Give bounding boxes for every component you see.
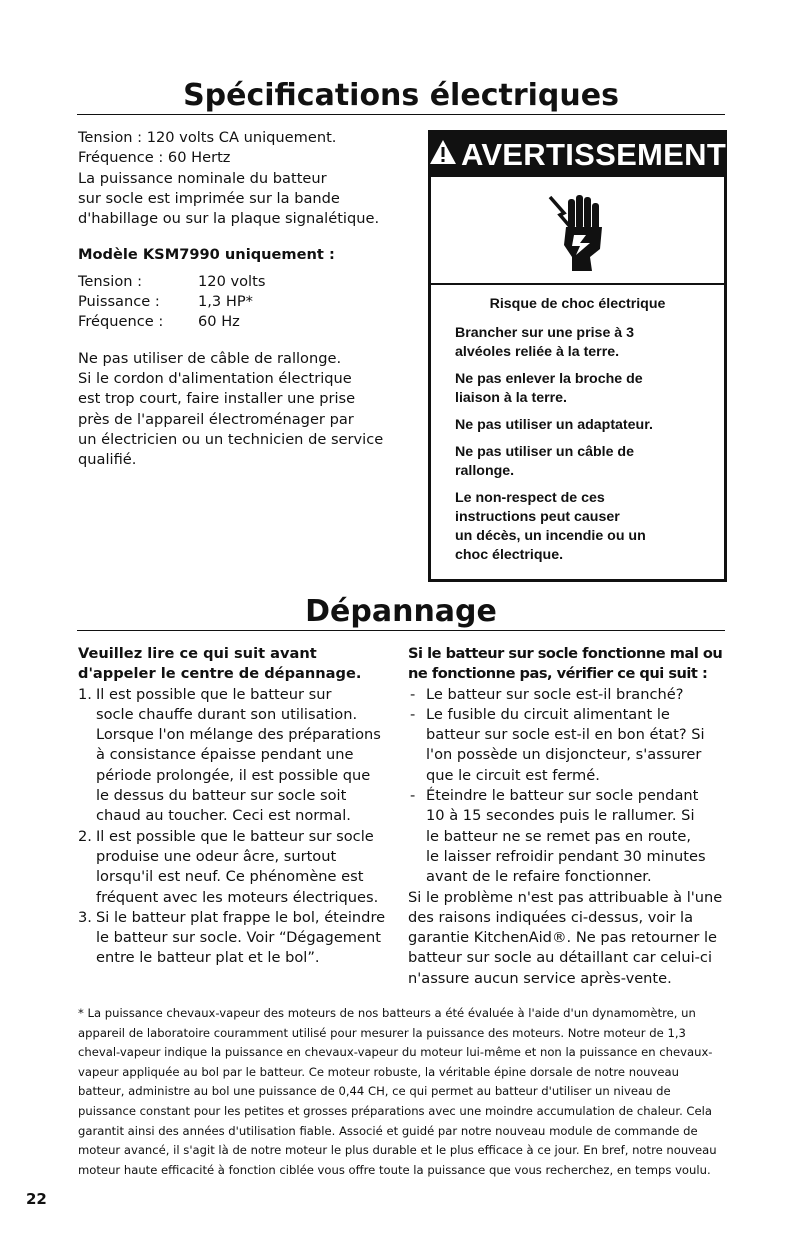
intro-line: Tension : 120 volts CA uniquement. bbox=[78, 129, 337, 146]
warning-line: choc électrique. bbox=[455, 547, 564, 563]
item-line: période prolongée, il est possible que bbox=[96, 766, 371, 784]
heading-line: ne fonctionne pas, vérifier ce qui suit : bbox=[408, 665, 708, 683]
footnote-line: batteur, administre au bol une puissance de 0,44 CH, ce qui permet au batteur d'utiliser un niveau de bbox=[78, 1084, 671, 1099]
item-line: - Le fusible du circuit alimentant le bbox=[426, 705, 670, 723]
title-rule bbox=[77, 114, 725, 115]
item-line: le batteur sur socle. Voir “Dégagement bbox=[96, 929, 381, 947]
extension-line: est trop court, faire installer une prise bbox=[78, 390, 356, 408]
item-line: à consistance épaisse pendant une bbox=[96, 746, 354, 764]
closing-line: garantie KitchenAid®. Ne pas retourner le bbox=[408, 929, 717, 947]
warning-box bbox=[428, 130, 727, 582]
spec-label: Puissance : bbox=[78, 293, 160, 311]
intro-line: d'habillage ou sur la plaque signalétique. bbox=[78, 210, 380, 228]
footnote-line: vapeur appliquée au bol par le batteur. Ce moteur robuste, la véritable épine dorsale de notre nouveau bbox=[78, 1064, 679, 1079]
heading-line: Si le batteur sur socle fonctionne mal ou bbox=[408, 645, 723, 662]
warning-body bbox=[455, 295, 714, 573]
closing-line: batteur sur socle au détaillant car celui-ci bbox=[408, 949, 713, 967]
item-line: chaud au toucher. Ceci est normal. bbox=[96, 807, 351, 825]
item-line: - Éteindre le batteur sur socle pendant bbox=[426, 787, 699, 805]
heading-line: d'appeler le centre de dépannage. bbox=[78, 665, 362, 683]
warning-line: un décès, un incendie ou un bbox=[455, 528, 646, 544]
intro-line: sur socle est imprimée sur la bande bbox=[78, 189, 340, 207]
extension-line: un électricien ou un technicien de service bbox=[78, 430, 384, 448]
trouble-left-column bbox=[78, 644, 400, 969]
spec-label: Fréquence : bbox=[78, 313, 164, 331]
warning-header-text: AVERTISSEMENT bbox=[460, 137, 727, 172]
item-line: que le circuit est fermé. bbox=[426, 766, 600, 784]
spec-row bbox=[78, 292, 418, 312]
item-line: le dessus du batteur sur socle soit bbox=[96, 787, 347, 805]
model-heading: Modèle KSM7990 uniquement : bbox=[78, 246, 335, 264]
item-line: produise une odeur âcre, surtout bbox=[96, 847, 337, 865]
footnote-line: appareil de laboratoire couramment utilisé pour mesurer la puissance des moteurs. Notre moteur de 1,3 bbox=[78, 1025, 686, 1040]
trouble-right-column bbox=[408, 644, 728, 989]
warning-line: rallonge. bbox=[455, 463, 515, 479]
extension-line: Ne pas utiliser de câble de rallonge. bbox=[78, 349, 342, 367]
check-heading bbox=[408, 644, 728, 685]
item-line: - Le batteur sur socle est-il branché? bbox=[426, 685, 684, 703]
warning-item bbox=[455, 324, 714, 362]
warning-risk: Risque de choc électrique bbox=[489, 296, 666, 312]
intro-line: La puissance nominale du batteur bbox=[78, 169, 327, 187]
specs-title: Spécifications électriques bbox=[183, 78, 619, 113]
warning-line: Ne pas utiliser un adaptateur. bbox=[455, 417, 653, 433]
footnote-line: garantit ainsi des années d'utilisation fiable. Associé et guidé par notre nouveau module de commande de bbox=[78, 1123, 698, 1138]
warning-line: Ne pas utiliser un câble de bbox=[455, 444, 634, 460]
footnote-line: puissance constant pour les petites et grosses préparations avec une moindre accumulation de chaleur. Cela bbox=[78, 1103, 712, 1118]
electric-shock-hand-icon bbox=[546, 191, 606, 277]
section-rule bbox=[77, 630, 725, 631]
extension-line: près de l'appareil électroménager par bbox=[78, 410, 354, 428]
specs-column bbox=[78, 128, 418, 470]
warning-header bbox=[431, 133, 727, 177]
closing-line: Si le problème n'est pas attribuable à l'une bbox=[408, 888, 723, 906]
item-line: Il est possible que le batteur sur bbox=[96, 685, 332, 703]
extension-line: qualifié. bbox=[78, 451, 137, 469]
list-item bbox=[78, 908, 400, 969]
warning-triangle-icon bbox=[429, 137, 457, 173]
closing-paragraph bbox=[408, 888, 728, 989]
warning-line: Ne pas enlever la broche de bbox=[455, 371, 643, 387]
item-line: batteur sur socle est-il en bon état? Si bbox=[426, 726, 705, 744]
extension-notice bbox=[78, 349, 418, 471]
item-line: entre le batteur plat et le bol”. bbox=[96, 949, 320, 967]
closing-line: n'assure aucun service après-vente. bbox=[408, 969, 672, 987]
list-item bbox=[78, 827, 400, 908]
warning-line: instructions peut causer bbox=[455, 509, 620, 525]
item-line: l'on possède un disjoncteur, s'assurer bbox=[426, 746, 702, 764]
warning-item bbox=[455, 416, 714, 435]
item-line: avant de le refaire fonctionner. bbox=[426, 868, 652, 886]
extension-line: Si le cordon d'alimentation électrique bbox=[78, 369, 352, 387]
footnote-line: moteur avancé, il s'agit là de notre moteur le plus durable et le plus efficace à ce jour. En bref, notre nouveau bbox=[78, 1143, 717, 1158]
item-line: le laisser refroidir pendant 30 minutes bbox=[426, 847, 706, 865]
list-item bbox=[78, 685, 400, 827]
item-line: Si le batteur plat frappe le bol, éteindre bbox=[96, 908, 386, 926]
troubleshooting-title: Dépannage bbox=[305, 594, 497, 629]
trouble-heading bbox=[78, 644, 400, 685]
spec-value: 60 Hz bbox=[198, 313, 240, 331]
page-number: 22 bbox=[26, 1190, 47, 1208]
spec-value: 1,3 HP* bbox=[198, 293, 253, 311]
spec-value: 120 volts bbox=[198, 272, 266, 290]
warning-item bbox=[455, 443, 714, 481]
item-number: 3. bbox=[78, 908, 92, 926]
warning-divider bbox=[431, 283, 724, 285]
item-line: Il est possible que le batteur sur socle bbox=[96, 827, 374, 845]
footnote-line: cheval-vapeur indique la puissance en chevaux-vapeur du moteur lui-même et non la puissance en chevaux- bbox=[78, 1045, 713, 1060]
list-item bbox=[408, 786, 728, 887]
check-list bbox=[408, 685, 728, 888]
spec-row bbox=[78, 272, 418, 292]
warning-item bbox=[455, 489, 714, 565]
item-line: le batteur ne se remet pas en route, bbox=[426, 827, 692, 845]
item-line: socle chauffe durant son utilisation. bbox=[96, 705, 358, 723]
footnote-line: * La puissance chevaux-vapeur des moteurs de nos batteurs a été évaluée à l'aide d'un dynamomètre, un bbox=[78, 1006, 696, 1020]
spec-row bbox=[78, 312, 418, 332]
warning-line: alvéoles reliée à la terre. bbox=[455, 344, 620, 360]
item-line: Lorsque l'on mélange des préparations bbox=[96, 726, 381, 744]
warning-line: Le non-respect de ces bbox=[455, 490, 605, 506]
trouble-list bbox=[78, 685, 400, 969]
item-number: 2. bbox=[78, 827, 92, 845]
item-line: fréquent avec les moteurs électriques. bbox=[96, 888, 379, 906]
item-line: lorsqu'il est neuf. Ce phénomène est bbox=[96, 868, 364, 886]
heading-line: Veuillez lire ce qui suit avant bbox=[78, 645, 317, 662]
list-item bbox=[408, 705, 728, 786]
warning-item bbox=[455, 370, 714, 408]
intro-line: Fréquence : 60 Hertz bbox=[78, 149, 231, 167]
specs-intro bbox=[78, 128, 418, 229]
warning-line: Brancher sur une prise à 3 bbox=[455, 325, 634, 341]
warning-line: liaison à la terre. bbox=[455, 390, 567, 406]
list-item bbox=[408, 685, 728, 705]
item-number: 1. bbox=[78, 685, 92, 703]
spec-label: Tension : bbox=[78, 272, 143, 290]
footnote-line: moteur haute efficacité à fonction ciblée vous offre toute la puissance que vous recherchez, en temps voulu. bbox=[78, 1162, 711, 1177]
closing-line: des raisons indiquées ci-dessus, voir la bbox=[408, 908, 694, 926]
item-line: 10 à 15 secondes puis le rallumer. Si bbox=[426, 807, 695, 825]
footnote bbox=[78, 1004, 726, 1180]
